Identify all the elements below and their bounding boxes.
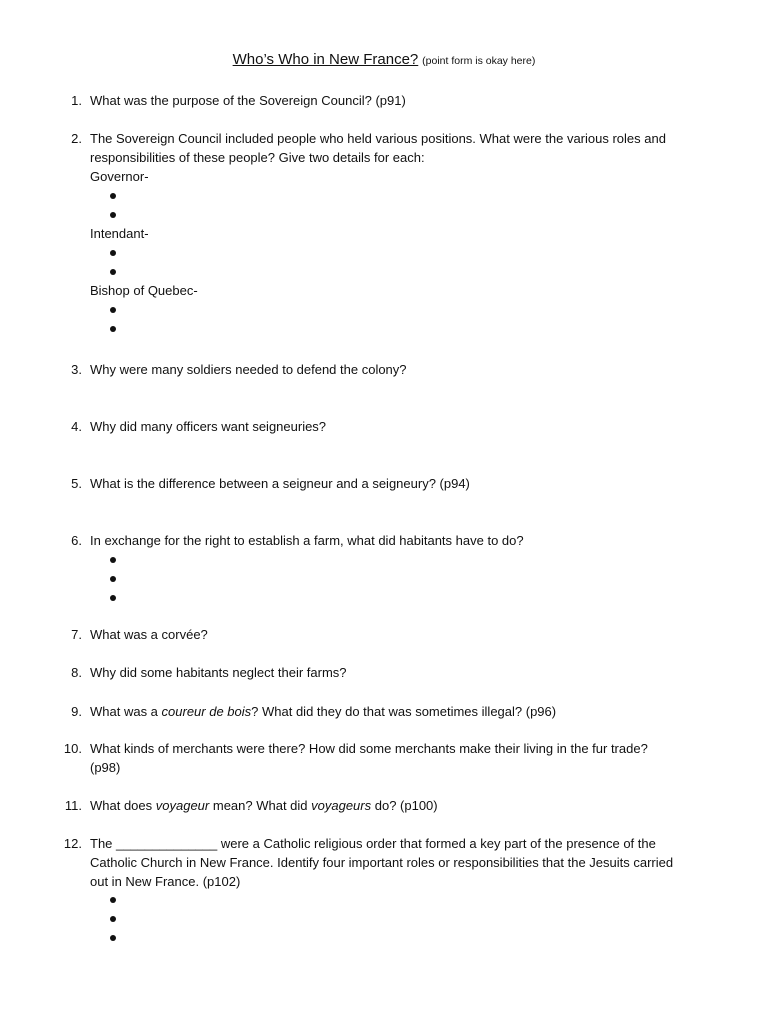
bullet-point bbox=[110, 935, 116, 941]
question-2-line-1: The Sovereign Council included people who held various positions. What were the various roles and bbox=[90, 131, 666, 146]
question-11-post: do? (p100) bbox=[371, 798, 438, 813]
bullet-point bbox=[110, 212, 116, 218]
question-12-line-2: Catholic Church in New France. Identify four important roles or responsibilities that the Jesuits carried bbox=[90, 855, 674, 870]
question-12-line-1: The ______________ were a Catholic religious order that formed a key part of the presence of the bbox=[90, 836, 656, 851]
bishop-label: Bishop of Quebec- bbox=[90, 283, 198, 298]
question-10-line-1: What kinds of merchants were there? How did some merchants make their living in the fur trade? bbox=[90, 741, 648, 756]
question-11-text bbox=[90, 796, 438, 815]
intendant-label: Intendant- bbox=[90, 226, 149, 241]
question-9-text bbox=[90, 702, 556, 721]
question-number: 10. bbox=[63, 741, 82, 756]
bullet-point bbox=[110, 307, 116, 313]
question-4-text: Why did many officers want seigneuries? bbox=[90, 419, 327, 434]
question-number: 12. bbox=[63, 836, 82, 851]
title-note: (point form is okay here) bbox=[422, 55, 536, 67]
question-number: 9. bbox=[71, 704, 82, 719]
question-number: 6. bbox=[71, 533, 82, 548]
question-3-text: Why were many soldiers needed to defend the colony? bbox=[90, 362, 407, 377]
bullet-point bbox=[110, 193, 116, 199]
bullet-point bbox=[110, 576, 116, 582]
page-title: Who’s Who in New France? bbox=[232, 51, 419, 68]
question-number: 2. bbox=[71, 131, 82, 146]
question-11-mid: mean? What did bbox=[209, 798, 312, 813]
question-11-term-1: voyageur bbox=[155, 798, 210, 813]
governor-label: Governor- bbox=[90, 169, 149, 184]
question-number: 5. bbox=[71, 476, 82, 491]
bullet-point bbox=[110, 326, 116, 332]
question-number: 4. bbox=[71, 419, 82, 434]
question-number: 11. bbox=[64, 798, 82, 813]
question-7-text: What was a corvée? bbox=[90, 627, 208, 642]
question-6-text: In exchange for the right to establish a farm, what did habitants have to do? bbox=[90, 533, 524, 548]
bullet-point bbox=[110, 595, 116, 601]
bullet-point bbox=[110, 557, 116, 563]
bullet-point bbox=[110, 250, 116, 256]
question-number: 7. bbox=[71, 627, 82, 642]
question-9-term: coureur de bois bbox=[161, 704, 252, 719]
question-8-text: Why did some habitants neglect their farms? bbox=[90, 665, 347, 680]
question-9-post: ? What did they do that was sometimes illegal? (p96) bbox=[251, 704, 557, 719]
bullet-point bbox=[110, 269, 116, 275]
question-1-text: What was the purpose of the Sovereign Council? (p91) bbox=[90, 93, 406, 108]
question-10-line-2: (p98) bbox=[90, 760, 121, 775]
question-2-line-2: responsibilities of these people? Give two details for each: bbox=[90, 150, 425, 165]
question-12-line-3: out in New France. (p102) bbox=[90, 874, 241, 889]
question-number: 1. bbox=[71, 93, 82, 108]
question-11-pre: What does bbox=[90, 798, 156, 813]
question-11-term-2: voyageurs bbox=[311, 798, 372, 813]
question-number: 3. bbox=[71, 362, 82, 377]
question-9-pre: What was a bbox=[90, 704, 162, 719]
bullet-point bbox=[110, 916, 116, 922]
bullet-point bbox=[110, 897, 116, 903]
question-number: 8. bbox=[71, 665, 82, 680]
worksheet-title bbox=[0, 49, 768, 71]
question-5-text: What is the difference between a seigneur and a seigneury? (p94) bbox=[90, 476, 470, 491]
